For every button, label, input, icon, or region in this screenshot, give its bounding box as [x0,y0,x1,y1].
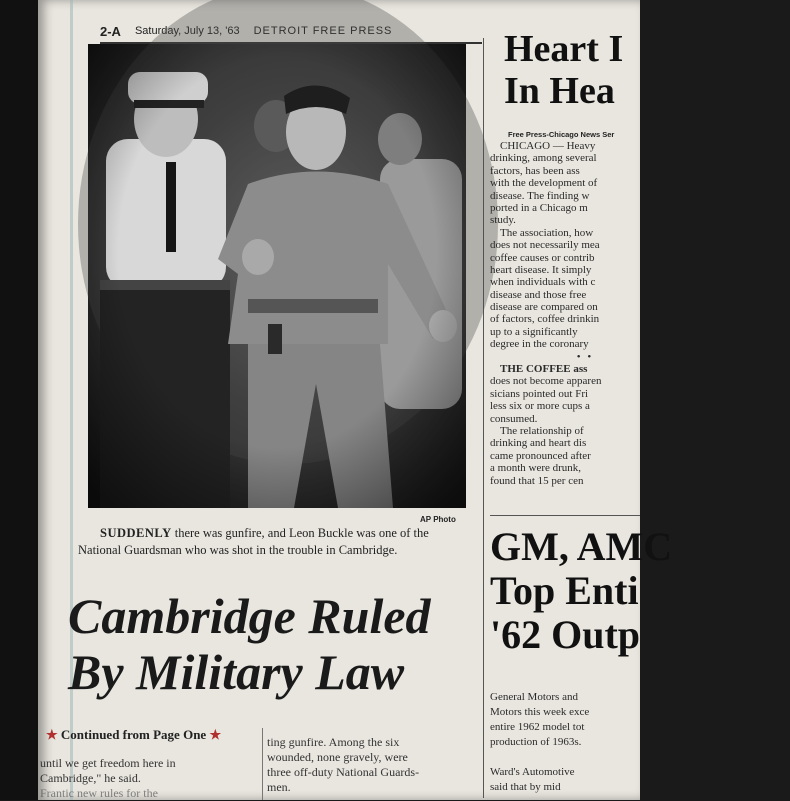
headline [68,588,478,700]
body-line: consumed. [490,412,538,425]
headline-line-2: By Military Law [68,644,405,700]
body-line: disease and those free [490,288,587,301]
body-line: THE COFFEE ass [500,363,588,376]
body-line: study. [490,214,516,227]
section-break: • • [576,350,594,363]
body-line [490,750,640,765]
publication-name: DETROIT FREE PRESS [253,25,393,37]
headline-line: GM, AMC [490,524,673,569]
body-line: came pronounced after [490,449,591,462]
right-headline-1 [504,28,704,112]
body-line: of factors, coffee drinkin [490,313,600,326]
issue-date: Saturday, July 13, '63 [134,25,240,37]
body-line: ported in a Chicago m [490,201,588,214]
continued-label [46,727,221,743]
body-line: disease. The finding w [490,189,590,202]
right-article-2-text [490,690,640,795]
body-line: three off-duty National Guards- [267,765,420,779]
right-headline-2 [490,525,790,657]
middle-column-text [267,735,482,795]
body-line: heart disease. It simply [490,263,592,276]
body-line: when individuals with c [490,276,596,289]
body-line: Cambridge," he said. [40,771,141,785]
body-line: sicians pointed out Fri [490,387,589,400]
body-line: CHICAGO — Heavy [500,140,596,152]
page-number: 2-A [100,23,121,39]
body-line: factors, has been ass [490,164,580,177]
star-icon: ★ [209,727,222,742]
body-line: less six or more cups a [490,400,590,413]
headline-line: Top Enti [490,568,639,613]
continued-text: Continued from Page One [60,727,207,742]
background-surface [0,0,38,800]
body-line: a month were drunk, [490,462,582,475]
section-rule [490,515,640,516]
photo-credit: AP Photo [420,515,456,524]
body-line: drinking and heart dis [490,437,587,450]
caption-text: there was gunfire, and Leon Buckle was one of the National Guardsman who was shot in the trouble in Cambridge. [78,526,429,557]
body-line: does not necessarily mea [490,239,600,252]
right-article-text [490,140,640,487]
body-line: found that 15 per cen [490,474,584,487]
byline: Free Press-Chicago News Ser [508,130,615,139]
headline-line: '62 Outp [490,612,641,657]
right-column [490,0,673,800]
headline-line-1: Cambridge Ruled [68,588,431,644]
body-line: until we get freedom here in [40,756,176,770]
body-line: ting gunfire. Among the six [267,735,400,749]
body-line: Ward's Automotive [490,766,575,778]
headline-line: In Hea [504,70,615,112]
caption-lead: SUDDENLY [100,526,172,540]
body-line: drinking, among several [490,152,597,165]
body-line: Motors this week exce [490,706,590,718]
column-divider [262,728,263,800]
news-photo [88,44,466,508]
body-line: wounded, none gravely, were [267,750,408,764]
headline-line: Heart I [504,28,624,70]
body-line: entire 1962 model tot [490,721,585,733]
body-line: General Motors and [490,691,578,703]
body-line: degree in the coronary [490,338,589,351]
body-line: Frantic new rules for the [40,786,158,800]
body-line: The relationship of [500,424,584,437]
star-icon: ★ [46,727,58,742]
body-line: coffee causes or contrib [490,251,595,264]
body-line: does not become apparen [490,375,602,388]
body-line: men. [267,780,291,794]
body-line: disease are compared on [490,301,598,314]
body-line: with the development of [490,177,598,190]
body-line: up to a significantly [490,325,578,338]
body-line: said that by mid [490,781,561,793]
body-line: The association, how [500,226,594,239]
left-column-text [40,756,255,801]
body-line: production of 1963s. [490,736,582,748]
photo-illustration [88,44,466,508]
photo-caption [78,525,470,559]
